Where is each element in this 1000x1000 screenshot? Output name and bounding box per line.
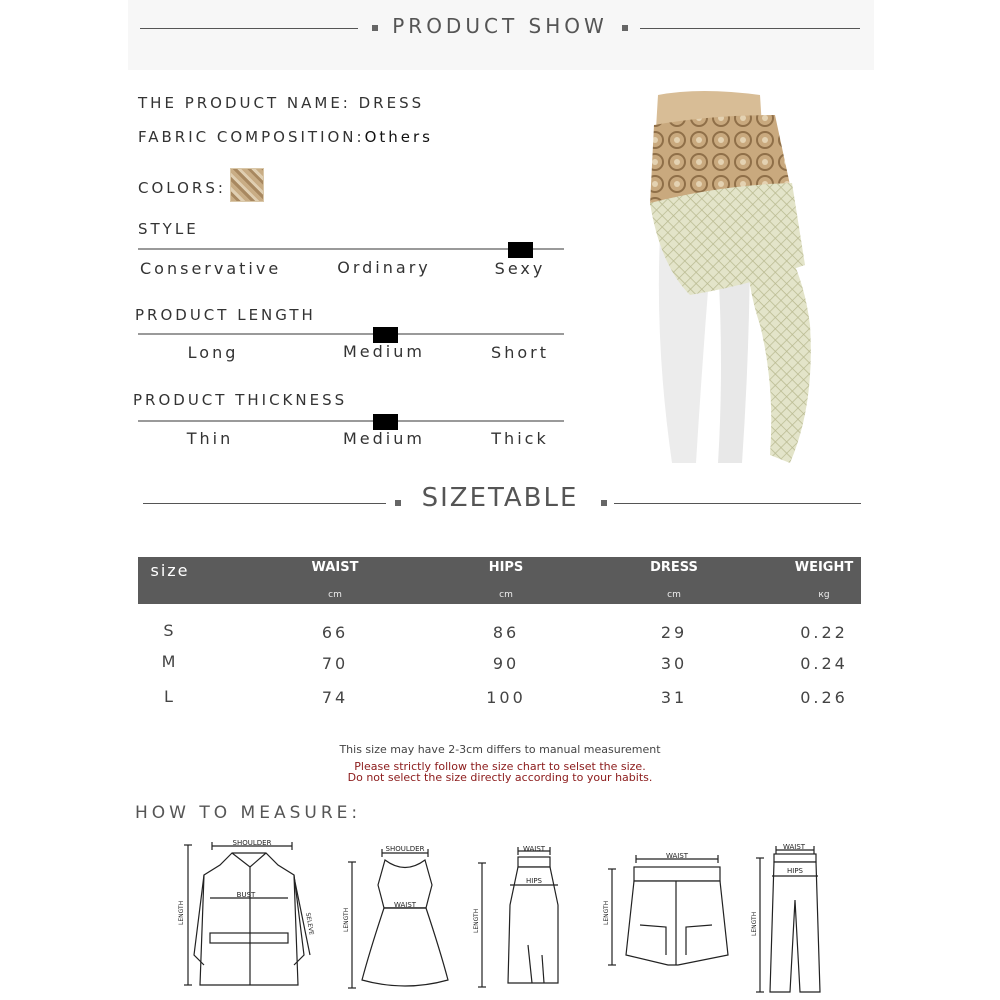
color-swatch[interactable]	[230, 168, 264, 202]
length-option-medium: Medium	[343, 342, 425, 361]
label-waist: WAIST	[393, 901, 417, 909]
style-option-conservative: Conservative	[140, 259, 282, 278]
cell-hips: 86	[492, 623, 520, 642]
label-hips: HIPS	[787, 867, 803, 875]
sizetable-dot-right	[601, 500, 607, 506]
label-length: LENGTH	[751, 911, 758, 936]
skirt-diagram	[470, 845, 570, 995]
jacket-diagram	[170, 835, 330, 995]
label-length: LENGTH	[473, 908, 480, 933]
header-hips: HIPS	[488, 560, 524, 575]
label-waist: WAIST	[782, 843, 806, 851]
page-title: PRODUCT SHOW	[392, 14, 608, 38]
style-option-ordinary: Ordinary	[337, 258, 431, 277]
product-image	[600, 85, 830, 465]
thickness-option-thick: Thick	[491, 429, 549, 448]
fabric-label: FABRIC COMPOSITION:	[138, 128, 365, 146]
header-rule-right	[640, 28, 860, 29]
product-name: THE PRODUCT NAME: DRESS	[138, 94, 425, 112]
cell-waist: 66	[321, 623, 349, 642]
length-option-long: Long	[187, 343, 239, 362]
cell-hips: 100	[486, 688, 526, 707]
label-length: LENGTH	[178, 900, 185, 925]
header-size: size	[150, 561, 190, 580]
cell-size: M	[161, 652, 179, 671]
cell-size: S	[163, 621, 177, 640]
unit-hips: cm	[499, 590, 513, 600]
shorts-diagram	[600, 845, 740, 975]
length-option-short: Short	[491, 343, 549, 362]
unit-dress: cm	[667, 590, 681, 600]
header-rule-left	[140, 28, 358, 29]
sizetable-rule-left	[143, 503, 386, 504]
cell-dress: 30	[660, 654, 688, 673]
note-habits: Do not select the size directly according to your habits.	[347, 771, 653, 784]
thickness-label: PRODUCT THICKNESS	[133, 391, 348, 409]
label-sleeve: SELEVE	[304, 912, 315, 936]
length-scale-line	[138, 333, 564, 335]
cell-dress: 31	[660, 688, 688, 707]
sizetable-rule-right	[614, 503, 861, 504]
cell-hips: 90	[492, 654, 520, 673]
cell-weight: 0.26	[800, 688, 848, 707]
cell-waist: 74	[321, 688, 349, 707]
header-dot-right	[622, 25, 628, 31]
label-length: LENGTH	[603, 900, 610, 925]
note-measurement: This size may have 2-3cm differs to manual measurement	[339, 743, 661, 756]
style-marker	[508, 242, 533, 258]
thickness-marker	[373, 414, 398, 430]
how-to-measure-title: HOW TO MEASURE:	[135, 803, 362, 823]
thickness-option-medium: Medium	[343, 429, 425, 448]
label-hips: HIPS	[526, 877, 542, 885]
label-shoulder: SHOULDER	[385, 845, 425, 853]
note-follow-chart: Please strictly follow the size chart to selset the size.	[354, 760, 646, 773]
label-bust: BUST	[236, 891, 256, 899]
length-marker	[373, 327, 398, 343]
fabric-composition	[138, 128, 433, 146]
label-shoulder: SHOULDER	[232, 839, 272, 847]
unit-waist: cm	[328, 590, 342, 600]
thickness-option-thin: Thin	[186, 429, 234, 448]
cell-waist: 70	[321, 654, 349, 673]
sizetable-title: SIZETABLE	[421, 483, 579, 513]
header-weight: WEIGHT	[794, 560, 854, 575]
dress-diagram	[340, 840, 470, 995]
header-dot-left	[372, 25, 378, 31]
header-dress: DRESS	[650, 560, 698, 575]
cell-size: L	[164, 687, 176, 706]
thickness-scale-line	[138, 420, 564, 422]
cell-weight: 0.22	[800, 623, 848, 642]
fabric-value: Others	[364, 128, 433, 146]
length-label: PRODUCT LENGTH	[135, 306, 316, 324]
style-option-sexy: Sexy	[494, 259, 546, 278]
cell-dress: 29	[660, 623, 688, 642]
sizetable-dot-left	[395, 500, 401, 506]
unit-weight: кg	[818, 590, 830, 600]
pants-diagram	[748, 840, 838, 998]
style-scale-line	[138, 248, 564, 250]
label-length: LENGTH	[343, 907, 350, 932]
header-waist: WAIST	[311, 560, 359, 575]
style-label: STYLE	[138, 220, 199, 238]
cell-weight: 0.24	[800, 654, 848, 673]
colors-label: COLORS:	[138, 179, 226, 197]
label-waist: WAIST	[522, 845, 546, 853]
label-waist: WAIST	[665, 852, 689, 860]
